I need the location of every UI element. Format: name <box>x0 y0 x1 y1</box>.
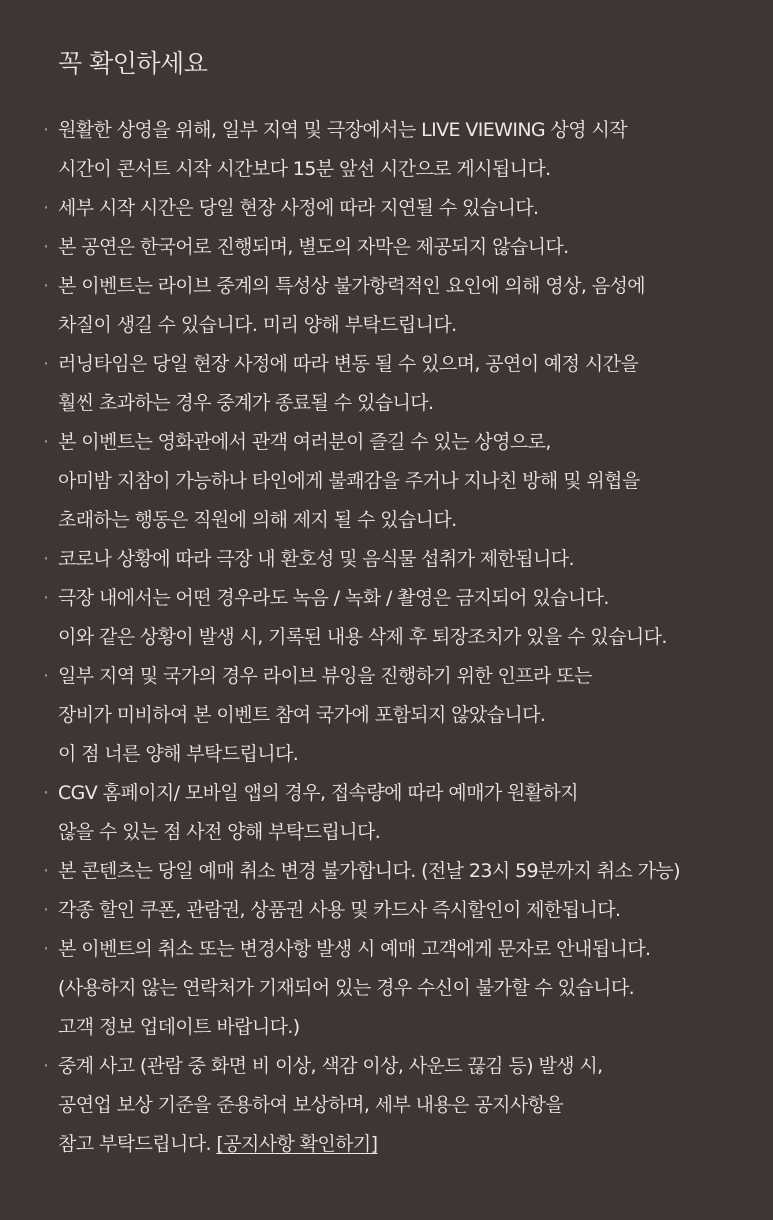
bullet-icon: · <box>43 587 50 609</box>
notice-line <box>58 1047 753 1086</box>
notice-item <box>43 189 753 228</box>
notice-line <box>58 150 753 189</box>
notice-line <box>58 345 753 384</box>
notice-line-text: 본 이벤트는 영화관에서 관객 여러분이 즐길 수 있는 상영으로, <box>58 431 551 453</box>
notice-line-text: 이 점 너른 양해 부탁드립니다. <box>58 743 299 765</box>
notice-line <box>58 735 753 774</box>
notice-line-text: (사용하지 않는 연락처가 기재되어 있는 경우 수신이 불가할 수 있습니다. <box>58 977 635 999</box>
bullet-icon: · <box>43 275 50 297</box>
notice-item <box>43 891 753 930</box>
bullet-icon: · <box>43 119 50 141</box>
notice-item <box>43 930 753 1047</box>
notice-item <box>43 423 753 540</box>
notice-item <box>43 228 753 267</box>
notice-item <box>43 579 753 657</box>
notice-line-text: 본 공연은 한국어로 진행되며, 별도의 자막은 제공되지 않습니다. <box>58 236 569 258</box>
notice-line <box>58 774 753 813</box>
bullet-icon: · <box>43 665 50 687</box>
notice-line <box>58 1125 753 1164</box>
bullet-icon: · <box>43 431 50 453</box>
notice-line <box>58 696 753 735</box>
notice-item <box>43 345 753 423</box>
notice-line-text: 세부 시작 시간은 당일 현장 사정에 따라 지연될 수 있습니다. <box>58 197 539 219</box>
bullet-icon: · <box>43 782 50 804</box>
notice-line <box>58 228 753 267</box>
notice-line-text: 극장 내에서는 어떤 경우라도 녹음 / 녹화 / 촬영은 금지되어 있습니다. <box>58 587 609 609</box>
notice-line-text: 각종 할인 쿠폰, 관람권, 상품권 사용 및 카드사 즉시할인이 제한됩니다. <box>58 899 621 921</box>
notice-line <box>58 306 753 345</box>
notice-line <box>58 501 753 540</box>
notice-item <box>43 267 753 345</box>
notice-line-text: 본 이벤트는 라이브 중계의 특성상 불가항력적인 요인에 의해 영상, 음성에 <box>58 275 646 297</box>
notice-line-text: 장비가 미비하여 본 이벤트 참여 국가에 포함되지 않았습니다. <box>58 704 546 726</box>
notice-line <box>58 813 753 852</box>
notice-line-text: 공연업 보상 기준을 준용하여 보상하며, 세부 내용은 공지사항을 <box>58 1094 564 1116</box>
notice-item <box>43 111 753 189</box>
notice-item <box>43 852 753 891</box>
notice-line-text: 초래하는 행동은 직원에 의해 제지 될 수 있습니다. <box>58 509 457 531</box>
notice-item <box>43 657 753 774</box>
notice-line <box>58 657 753 696</box>
bullet-icon: · <box>43 860 50 882</box>
notice-line-text: 아미밤 지참이 가능하나 타인에게 불쾌감을 주거나 지나친 방해 및 위협을 <box>58 470 640 492</box>
notice-line-text: 차질이 생길 수 있습니다. 미리 양해 부탁드립니다. <box>58 314 457 336</box>
notice-line-text: CGV 홈페이지/ 모바일 앱의 경우, 접속량에 따라 예매가 원활하지 <box>58 782 579 804</box>
bullet-icon: · <box>43 548 50 570</box>
notice-line-text: 코로나 상황에 따라 극장 내 환호성 및 음식물 섭취가 제한됩니다. <box>58 548 575 570</box>
bullet-icon: · <box>43 938 50 960</box>
bullet-icon: · <box>43 353 50 375</box>
bullet-icon: · <box>43 1055 50 1077</box>
notice-line <box>58 111 753 150</box>
notice-line <box>58 423 753 462</box>
notice-item <box>43 774 753 852</box>
notice-line-text: 고객 정보 업데이트 바랍니다.) <box>58 1016 300 1038</box>
notice-line <box>58 189 753 228</box>
notice-line <box>58 618 753 657</box>
notice-line-text: 본 콘텐츠는 당일 예매 취소 변경 불가합니다. (전날 23시 59분까지 취소 가능) <box>58 860 680 882</box>
notice-item <box>43 1047 753 1164</box>
notice-list <box>43 111 753 1164</box>
bullet-icon: · <box>43 236 50 258</box>
notice-line-text: 시간이 콘서트 시작 시간보다 15분 앞선 시간으로 게시됩니다. <box>58 158 551 180</box>
notice-line <box>58 930 753 969</box>
notice-line <box>58 1086 753 1125</box>
notice-line-text: 원활한 상영을 위해, 일부 지역 및 극장에서는 LIVE VIEWING 상영 시작 <box>58 119 627 141</box>
notice-line-text: 참고 부탁드립니다. <box>58 1133 211 1155</box>
notice-link[interactable]: [공지사항 확인하기] <box>216 1133 378 1155</box>
notice-line-text: 않을 수 있는 점 사전 양해 부탁드립니다. <box>58 821 381 843</box>
bullet-icon: · <box>43 197 50 219</box>
notice-line <box>58 540 753 579</box>
notice-line <box>58 462 753 501</box>
notice-line <box>58 384 753 423</box>
notice-line <box>58 1008 753 1047</box>
notice-line <box>58 852 753 891</box>
notice-line <box>58 891 753 930</box>
notice-line <box>58 579 753 618</box>
notice-line-text: 본 이벤트의 취소 또는 변경사항 발생 시 예매 고객에게 문자로 안내됩니다. <box>58 938 651 960</box>
notice-line-text: 중계 사고 (관람 중 화면 비 이상, 색감 이상, 사운드 끊김 등) 발생 시, <box>58 1055 603 1077</box>
notice-line-text: 이와 같은 상황이 발생 시, 기록된 내용 삭제 후 퇴장조치가 있을 수 있습니다. <box>58 626 667 648</box>
notice-line <box>58 267 753 306</box>
notice-line-text: 훨씬 초과하는 경우 중계가 종료될 수 있습니다. <box>58 392 434 414</box>
notice-line-text: 일부 지역 및 국가의 경우 라이브 뷰잉을 진행하기 위한 인프라 또는 <box>58 665 592 687</box>
notice-line-text: 러닝타임은 당일 현장 사정에 따라 변동 될 수 있으며, 공연이 예정 시간을 <box>58 353 639 375</box>
notice-line <box>58 969 753 1008</box>
notice-title: 꼭 확인하세요 <box>58 49 208 78</box>
bullet-icon: · <box>43 899 50 921</box>
notice-item <box>43 540 753 579</box>
